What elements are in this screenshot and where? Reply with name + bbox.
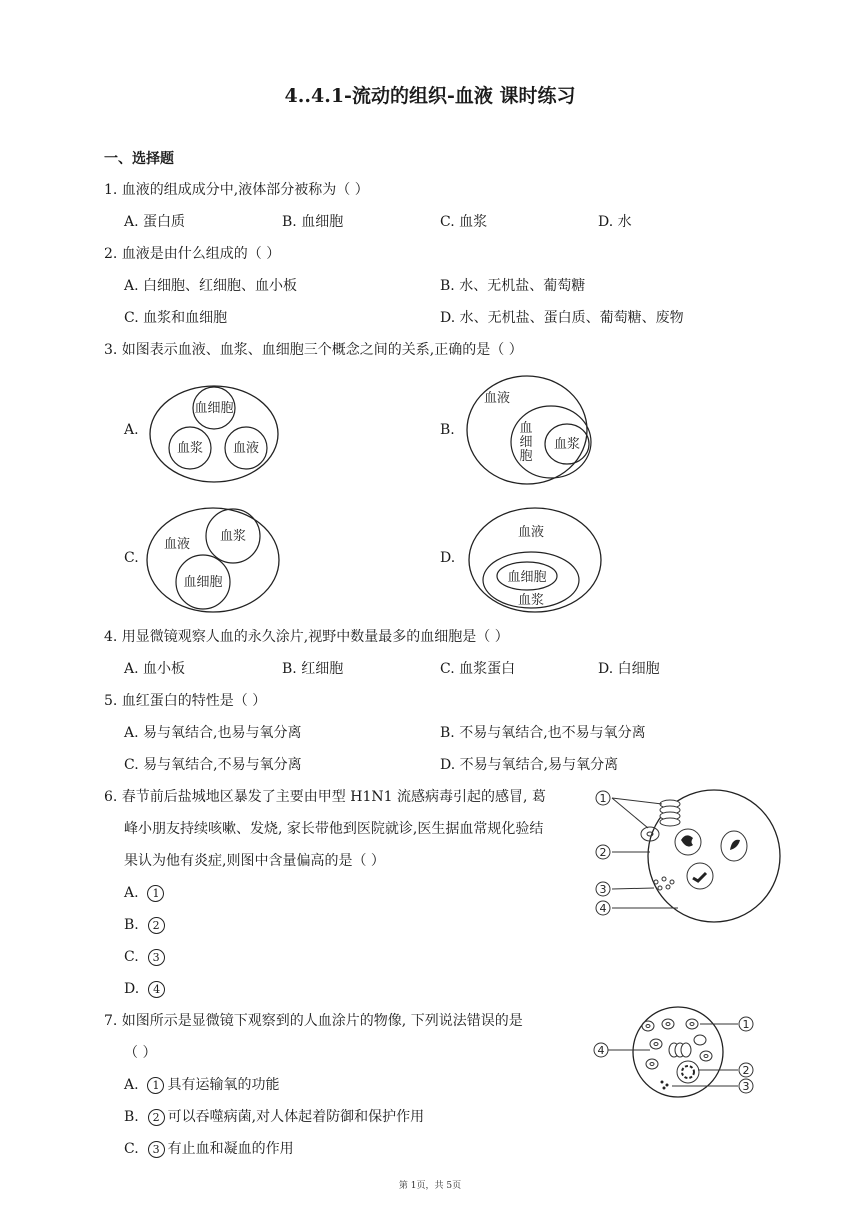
marker-3: 3 bbox=[599, 883, 607, 896]
marker-2: 2 bbox=[148, 917, 165, 934]
q5-option-d[interactable]: D. 不易与氧结合,易与氧分离 bbox=[440, 757, 619, 773]
marker-1: 1 bbox=[742, 1018, 750, 1031]
q7-blood-smear-diagram bbox=[592, 1004, 760, 1100]
q4-stem: 4. 用显微镜观察人血的永久涂片,视野中数量最多的血细胞是（ ） bbox=[104, 629, 509, 645]
marker-4: 4 bbox=[599, 902, 607, 915]
q3-option-a[interactable]: A. bbox=[124, 422, 139, 438]
marker-4: 4 bbox=[597, 1044, 605, 1057]
q6-option-a[interactable]: A. 1 bbox=[124, 884, 167, 902]
q1-stem: 1. 血液的组成成分中,液体部分被称为（ ） bbox=[104, 182, 369, 198]
marker-3: 3 bbox=[148, 1141, 165, 1158]
q4-option-c[interactable]: C. 血浆蛋白 bbox=[440, 661, 516, 677]
q7-stem-line2: （ ） bbox=[124, 1045, 157, 1061]
q6-stem-line1: 6. 春节前后盐城地区暴发了主要由甲型 H1N1 流感病毒引起的感冒, 葛 bbox=[104, 789, 546, 805]
label-cells-1: 血 bbox=[519, 421, 533, 436]
q7-stem-line1: 7. 如图所示是显微镜下观察到的人血涂片的物像, 下列说法错误的是 bbox=[104, 1013, 523, 1029]
q4-option-b[interactable]: B. 红细胞 bbox=[282, 661, 344, 677]
q4-option-d[interactable]: D. 白细胞 bbox=[598, 661, 660, 677]
label-blood: 血液 bbox=[232, 441, 260, 456]
marker-2: 2 bbox=[599, 846, 607, 859]
q3-diagram-c bbox=[145, 504, 281, 616]
label-blood: 血液 bbox=[163, 537, 191, 552]
label-cells: 血细胞 bbox=[194, 401, 234, 416]
section-heading: 一、选择题 bbox=[104, 151, 174, 167]
q7-option-b[interactable]: B. 2 可以吞噬病菌,对人体起着防御和保护作用 bbox=[124, 1109, 425, 1125]
q3-option-c[interactable]: C. bbox=[124, 550, 139, 566]
marker-4: 4 bbox=[148, 981, 165, 998]
label-plasma: 血浆 bbox=[553, 437, 581, 452]
q3-option-b[interactable]: B. bbox=[440, 422, 455, 438]
q1-option-c[interactable]: C. 血浆 bbox=[440, 214, 488, 230]
label-plasma: 血浆 bbox=[219, 529, 247, 544]
q3-stem: 3. 如图表示血液、血浆、血细胞三个概念之间的关系,正确的是（ ） bbox=[104, 342, 523, 358]
q5-stem: 5. 血红蛋白的特性是（ ） bbox=[104, 693, 267, 709]
marker-2: 2 bbox=[148, 1109, 165, 1126]
q2-option-c[interactable]: C. 血浆和血细胞 bbox=[124, 310, 228, 326]
page-footer: 第 1页，共 5页 bbox=[398, 1181, 462, 1191]
q6-option-d[interactable]: D. 4 bbox=[124, 980, 168, 998]
q1-option-b[interactable]: B. 血细胞 bbox=[282, 214, 344, 230]
label-blood: 血液 bbox=[483, 391, 511, 406]
q2-stem: 2. 血液是由什么组成的（ ） bbox=[104, 246, 281, 262]
q6-stem-line2: 峰小朋友持续咳嗽、发烧, 家长带他到医院就诊,医生据血常规化验结 bbox=[124, 821, 544, 837]
label-blood: 血液 bbox=[517, 525, 545, 540]
q7-option-a[interactable]: A. 1 具有运输氧的功能 bbox=[124, 1077, 280, 1093]
marker-3: 3 bbox=[742, 1080, 750, 1093]
label-plasma: 血浆 bbox=[176, 441, 204, 456]
q3-diagram-a bbox=[148, 384, 280, 484]
q6-option-b[interactable]: B. 2 bbox=[124, 916, 168, 934]
q2-option-a[interactable]: A. 白细胞、红细胞、血小板 bbox=[124, 278, 298, 294]
marker-1: 1 bbox=[147, 1077, 164, 1094]
q5-option-c[interactable]: C. 易与氧结合,不易与氧分离 bbox=[124, 757, 302, 773]
marker-2: 2 bbox=[742, 1064, 750, 1077]
q3-diagram-b bbox=[465, 374, 595, 486]
marker-3: 3 bbox=[148, 949, 165, 966]
q7-option-c[interactable]: C. 3 有止血和凝血的作用 bbox=[124, 1141, 294, 1157]
q2-option-b[interactable]: B. 水、无机盐、葡萄糖 bbox=[440, 278, 586, 294]
label-cells-3: 胞 bbox=[519, 449, 533, 464]
q6-blood-smear-diagram bbox=[592, 786, 776, 926]
label-cells: 血细胞 bbox=[183, 575, 223, 590]
q5-option-b[interactable]: B. 不易与氧结合,也不易与氧分离 bbox=[440, 725, 646, 741]
q2-option-d[interactable]: D. 水、无机盐、蛋白质、葡萄糖、废物 bbox=[440, 310, 684, 326]
marker-1: 1 bbox=[147, 885, 164, 902]
page-title: 4..4.1-流动的组织-血液 课时练习 bbox=[284, 85, 576, 107]
label-cells: 血细胞 bbox=[507, 570, 547, 585]
q5-option-a[interactable]: A. 易与氧结合,也易与氧分离 bbox=[124, 725, 302, 741]
q1-option-a[interactable]: A. 蛋白质 bbox=[124, 214, 186, 230]
q3-option-d[interactable]: D. bbox=[440, 550, 456, 566]
q3-diagram-d bbox=[467, 504, 605, 616]
q4-option-a[interactable]: A. 血小板 bbox=[124, 661, 186, 677]
label-cells-2: 细 bbox=[519, 435, 533, 450]
label-plasma: 血浆 bbox=[517, 593, 545, 608]
q1-option-d[interactable]: D. 水 bbox=[598, 214, 632, 230]
q6-option-c[interactable]: C. 3 bbox=[124, 948, 168, 966]
q6-stem-line3: 果认为他有炎症,则图中含量偏高的是（ ） bbox=[124, 853, 385, 869]
marker-1: 1 bbox=[599, 792, 607, 805]
